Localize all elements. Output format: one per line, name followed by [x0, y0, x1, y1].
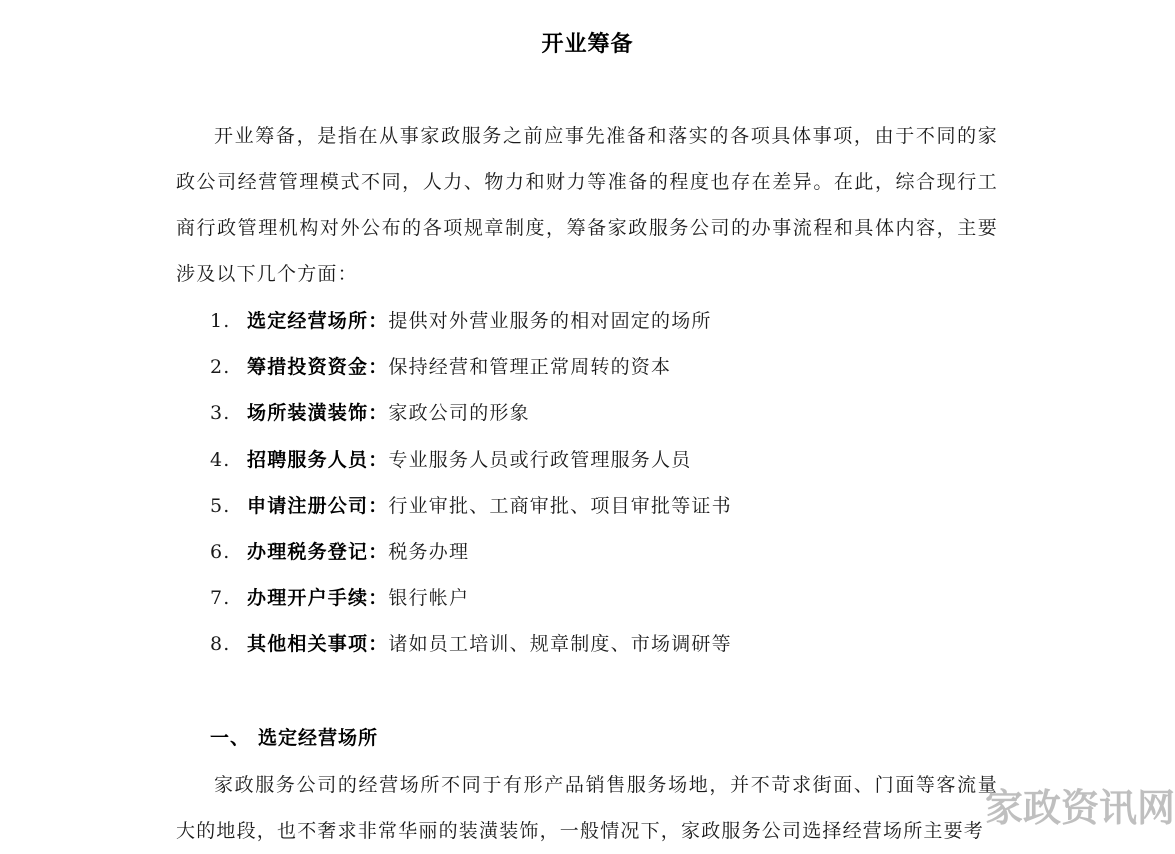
- list-description: 税务办理: [388, 540, 470, 563]
- list-number: 3.: [210, 402, 231, 425]
- list-key: 办理税务登记：: [247, 540, 389, 563]
- list-key: 办理开户手续：: [247, 587, 389, 610]
- list-key: 场所装潢装饰：: [247, 402, 389, 425]
- list-description: 提供对外营业服务的相对固定的场所: [388, 310, 712, 332]
- list-number: 2.: [210, 356, 231, 379]
- list-item: [210, 575, 732, 621]
- list-item: [210, 529, 732, 575]
- list-key: 其他相关事项：: [247, 633, 389, 656]
- intro-paragraph: 开业筹备，是指在从事家政服务之前应事先准备和落实的各项具体事项，由于不同的家政公司经营管理模式不同，人力、物力和财力等准备的程度也存在差异。在此，综合现行工商行政管理机构对外公布的各项规章制度，筹备家政服务公司的办事流程和具体内容，主要涉及以下几个方面：: [176, 125, 998, 285]
- list-description: 诸如员工培训、规章制度、市场调研等: [388, 633, 732, 656]
- list-description: 保持经营和管理正常周转的资本: [388, 356, 672, 379]
- list-item: [210, 483, 732, 529]
- list-description: 行业审批、工商审批、项目审批等证书: [388, 494, 732, 517]
- list-item: [210, 298, 732, 344]
- document-title: 开业筹备: [541, 32, 634, 57]
- section-heading: [210, 718, 378, 758]
- list-number: 5.: [210, 494, 231, 517]
- section-number: 一、: [210, 727, 251, 749]
- list-number: 6.: [210, 540, 231, 563]
- list-item: [210, 621, 732, 667]
- section-body-paragraph: 家政服务公司的经营场所不同于有形产品销售服务场地，并不苛求街面、门面等客流量大的地段，也不奢求非常华丽的装潢装饰，一般情况下，家政服务公司选择经营场所主要考: [176, 774, 998, 842]
- list-description: 银行帐户: [388, 587, 470, 610]
- list-number: 4.: [210, 448, 231, 471]
- watermark-logo: 家政资讯网: [984, 786, 1175, 830]
- list-number: 1.: [210, 310, 231, 332]
- list-number: 7.: [210, 587, 231, 610]
- list-description: 专业服务人员或行政管理服务人员: [388, 448, 692, 471]
- list-number: 8.: [210, 633, 231, 656]
- preparation-list: [210, 298, 732, 668]
- list-key: 申请注册公司：: [247, 494, 389, 517]
- list-item: [210, 390, 732, 436]
- list-item: [210, 344, 732, 390]
- list-key: 筹措投资资金：: [247, 356, 389, 379]
- section-title: 选定经营场所: [258, 727, 379, 749]
- list-item: [210, 437, 732, 483]
- list-key: 选定经营场所：: [247, 310, 389, 332]
- list-description: 家政公司的形象: [388, 402, 530, 425]
- list-key: 招聘服务人员：: [247, 448, 389, 471]
